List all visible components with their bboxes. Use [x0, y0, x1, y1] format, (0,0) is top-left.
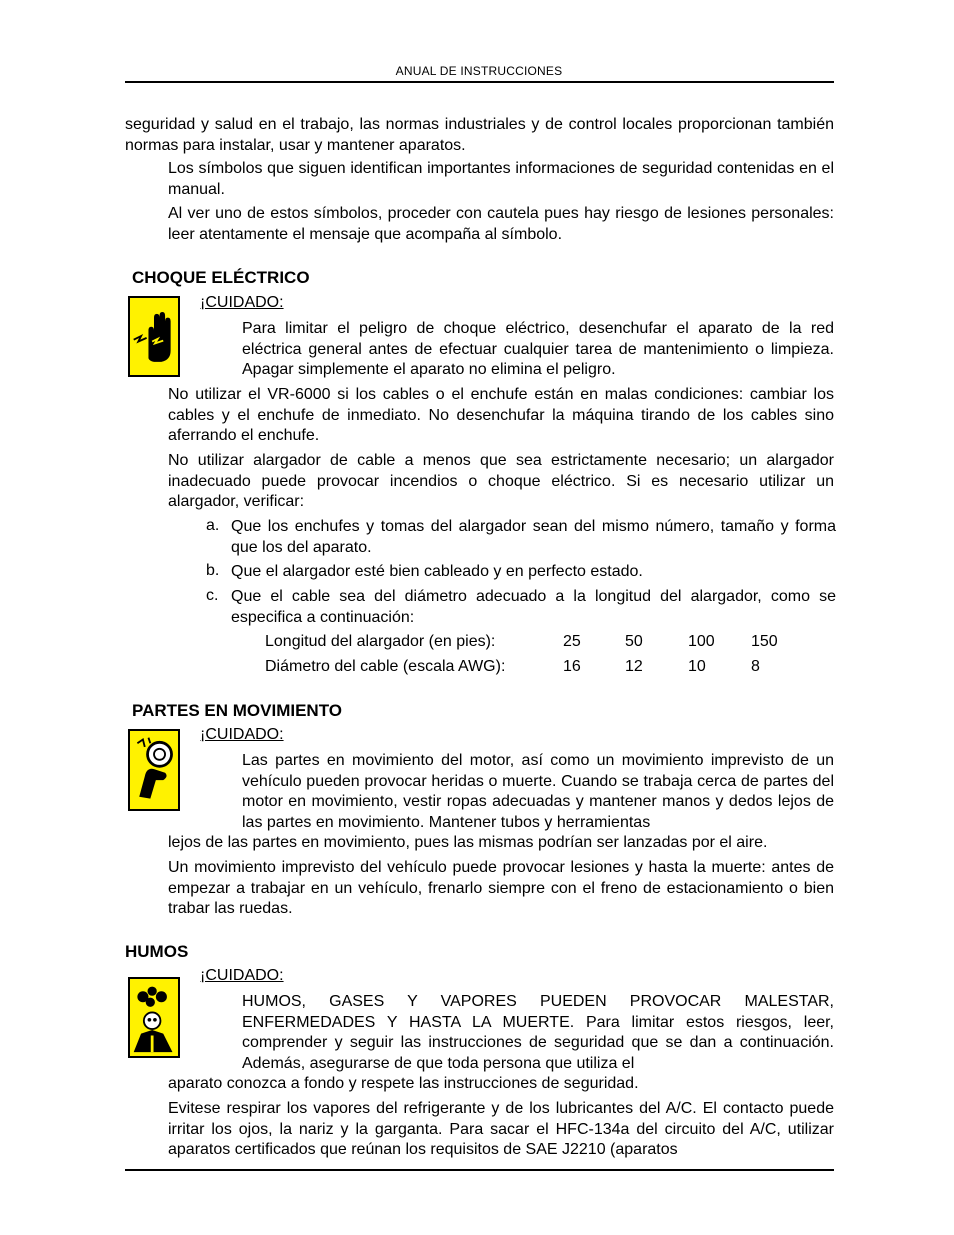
list-item-a: Que los enchufes y tomas del alargador sean del mismo número, tamaño y forma que los del aparato.: [231, 518, 836, 556]
section-heading-electric: CHOQUE ELÉCTRICO: [132, 268, 310, 287]
toxic-fumes-icon: [128, 977, 180, 1058]
fumes-paragraph-1: Evitese respirar los vapores del refrigerante y de los lubricantes del A/C. El contacto puede irritar los ojos, la nariz y la garganta. Para sacar el HFC-134a del circuito del A/C, utilizar aparatos certificados que reúnan los requisitos de SAE J2210 (aparatos: [168, 1100, 834, 1158]
electric-shock-hand-icon: [128, 296, 180, 377]
list-item-c: Que el cable sea del diámetro adecuado a la longitud del alargador, como se especifica a continuación:: [231, 588, 836, 626]
table-cell: 12: [625, 658, 643, 675]
caution-label-moving: ¡CUIDADO:: [200, 726, 284, 743]
table-cell: 100: [688, 633, 715, 650]
list-item-b: Que el alargador esté bien cableado y en perfecto estado.: [231, 563, 643, 580]
intro-paragraph-2: Los símbolos que siguen identifican importantes informaciones de seguridad contenidas en el manual.: [168, 160, 834, 198]
moving-paragraph-1: Un movimiento imprevisto del vehículo puede provocar lesiones y hasta la muerte: antes de empezar a trabajar en un vehículo, frenarlo siempre con el freno de estacionamiento o bien trabar las ruedas.: [168, 859, 834, 917]
moving-parts-hand-icon: [128, 729, 180, 811]
table-cell: 16: [563, 658, 581, 675]
table-cell: 150: [751, 633, 778, 650]
list-marker-a: a.: [206, 517, 220, 534]
fumes-warning: HUMOS, GASES Y VAPORES PUEDEN PROVOCAR MALESTAR, ENFERMEDADES Y HASTA LA MUERTE. Para limitar estos riesgos, leer, comprender y seguir las instrucciones de seguridad que se dan a continuación. Además, asegurarse de que toda persona que utiliza el: [242, 993, 834, 1072]
table-cell: 10: [688, 658, 706, 675]
list-marker-b: b.: [206, 562, 220, 579]
table-row-label-gauge: Diámetro del cable (escala AWG):: [265, 658, 506, 675]
caution-label-fumes: ¡CUIDADO:: [200, 967, 284, 984]
table-cell: 8: [751, 658, 760, 675]
table-row-label-length: Longitud del alargador (en pies):: [265, 633, 496, 650]
moving-warning-continued: lejos de las partes en movimiento, pues las mismas podrían ser lanzadas por el aire.: [168, 834, 768, 851]
running-head: ANUAL DE INSTRUCCIONES: [395, 64, 563, 78]
table-cell: 25: [563, 633, 581, 650]
list-marker-c: c.: [206, 587, 219, 604]
electric-paragraph-1: No utilizar el VR-6000 si los cables o el enchufe están en malas condiciones: cambiar los cables y el enchufe de inmediato. No desenchufar la máquina tirando de los cables sino aferrando el enchufe.: [168, 386, 834, 444]
section-heading-fumes: HUMOS: [125, 942, 189, 961]
table-cell: 50: [625, 633, 643, 650]
intro-paragraph-1: seguridad y salud en el trabajo, las normas industriales y de control locales proporcionan también normas para instalar, usar y mantener aparatos.: [125, 116, 834, 154]
fumes-warning-continued: aparato conozca a fondo y respete las instrucciones de seguridad.: [168, 1075, 639, 1092]
caution-label-electric: ¡CUIDADO:: [200, 294, 284, 311]
electric-paragraph-2: No utilizar alargador de cable a menos que sea estrictamente necesario; un alargador inadecuado puede provocar incendios o choque eléctrico. Si es necesario utilizar un alargador, verificar:: [168, 452, 834, 510]
moving-warning: Las partes en movimiento del motor, así como un movimiento imprevisto de un vehículo pueden provocar heridas o muerte. Cuando se trabaja cerca de partes del motor en movimiento, vestir ropas adecuadas y mantener manos y dedos lejos de las partes en movimiento. Mantener tubos y herramientas: [242, 752, 834, 831]
header-rule: [125, 81, 834, 83]
intro-paragraph-3: Al ver uno de estos símbolos, proceder con cautela pues hay riesgo de lesiones personales: leer atentamente el mensaje que acompaña al símbolo.: [168, 205, 834, 243]
electric-warning: Para limitar el peligro de choque eléctrico, desenchufar el aparato de la red eléctrica general antes de efectuar cualquier tarea de mantenimiento o limpieza. Apagar simplemente el aparato no elimina el peligro.: [242, 320, 834, 378]
section-heading-moving: PARTES EN MOVIMIENTO: [132, 701, 343, 720]
footer-rule: [125, 1169, 834, 1171]
